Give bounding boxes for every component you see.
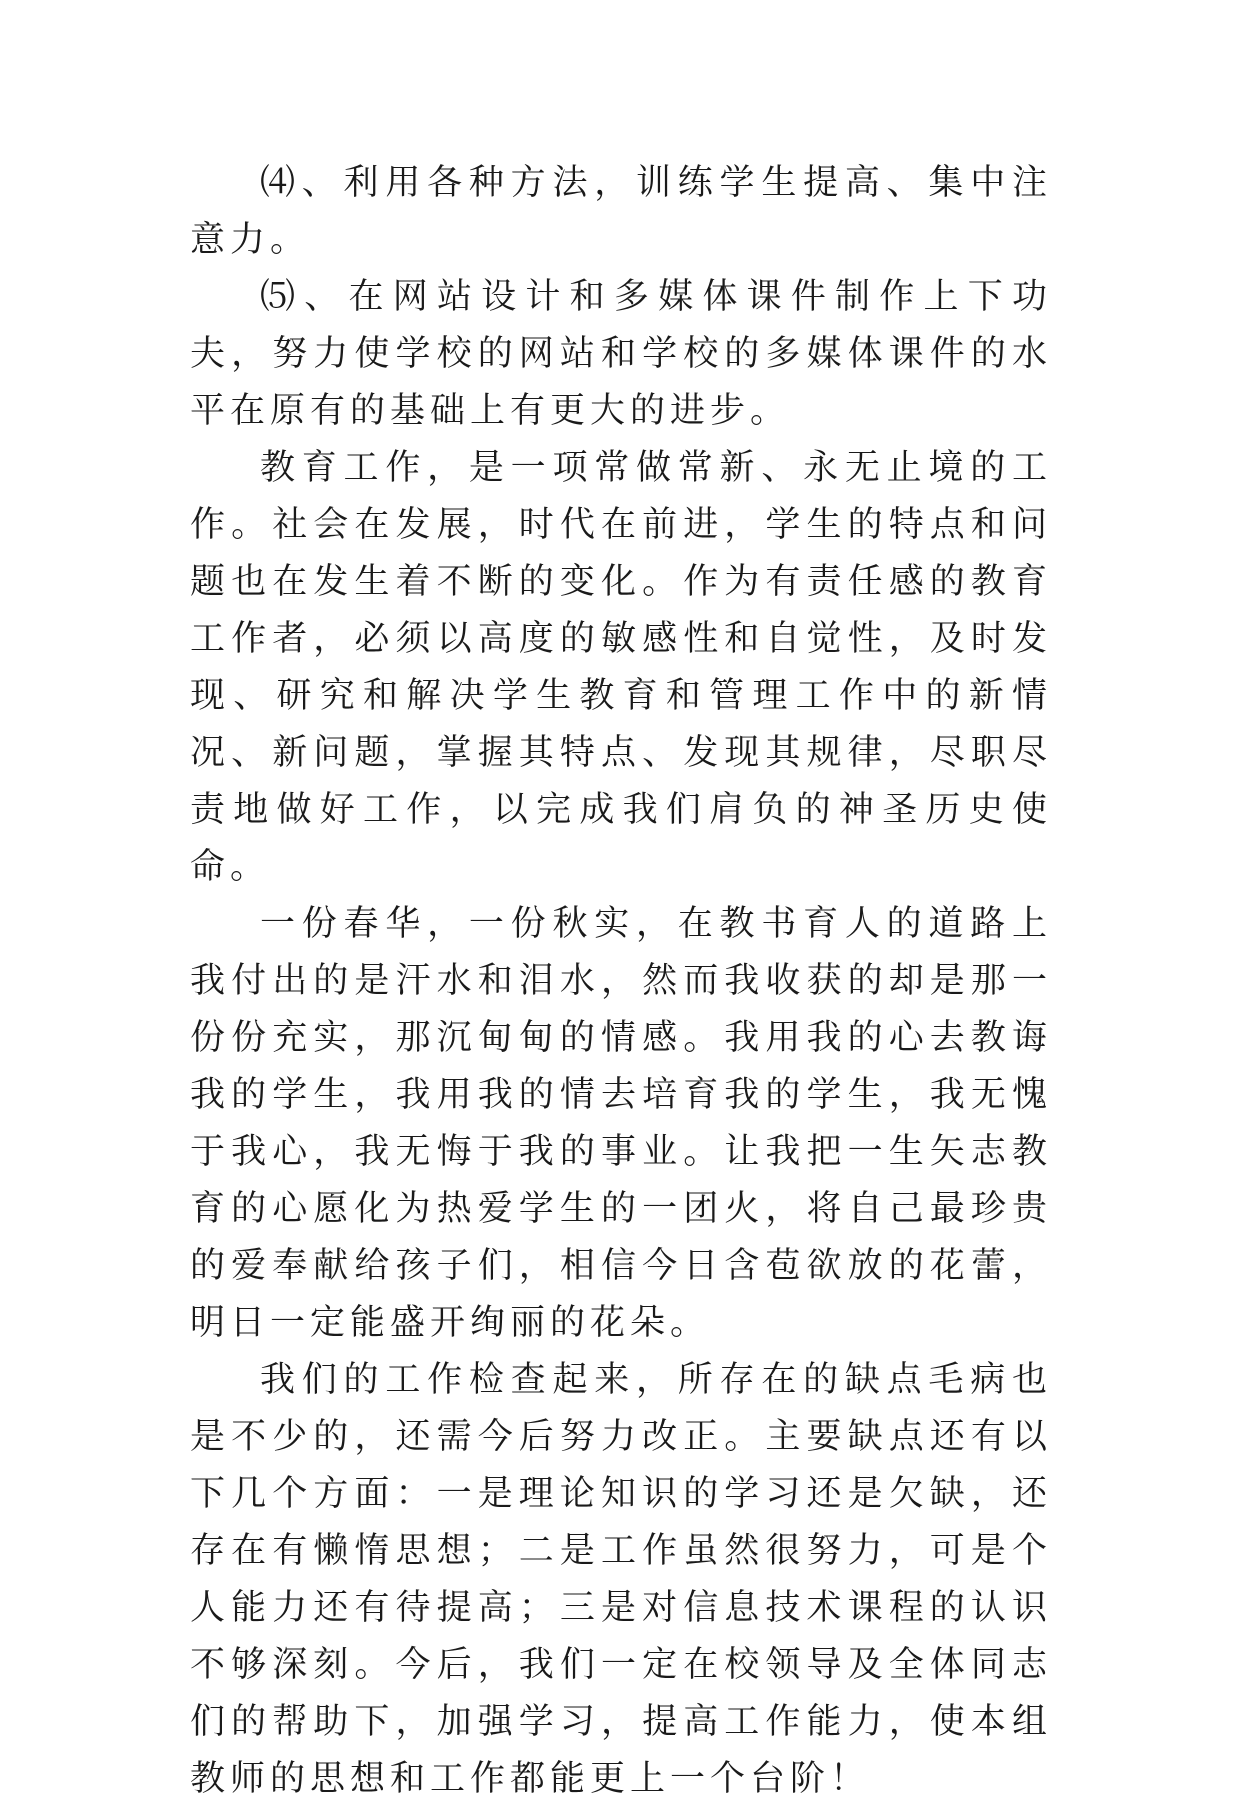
paragraph-item-5: ⑸、在网站设计和多媒体课件制作上下功夫，努力使学校的网站和学校的多媒体课件的水平在原有的基础上有更大的进步。 (190, 277, 1052, 431)
paragraph-education-work: 教育工作，是一项常做常新、永无止境的工作。社会在发展，时代在前进，学生的特点和问题也在发生着不断的变化。作为有责任感的教育工作者，必须以高度的敏感性和自觉性，及时发现、研究和解决学生教育和管理工作中的新情况、新问题，掌握其特点、发现其规律，尽职尽责地做好工作，以完成我们肩负的神圣历史使命。 (190, 448, 1052, 887)
paragraph-shortcomings: 我们的工作检查起来，所存在的缺点毛病也是不少的，还需今后努力改正。主要缺点还有以下几个方面：一是理论知识的学习还是欠缺，还存在有懒惰思想；二是工作虽然很努力，可是个人能力还有待提高；三是对信息技术课程的认识不够深刻。今后，我们一定在校领导及全体同志们的帮助下，加强学习，提高工作能力，使本组教师的思想和工作都能更上一个台阶！ (190, 1360, 1052, 1799)
document-body (190, 155, 1052, 1808)
paragraph-reflection: 一份春华，一份秋实，在教书育人的道路上我付出的是汗水和泪水，然而我收获的却是那一份份充实，那沉甸甸的情感。我用我的心去教诲我的学生，我用我的情去培育我的学生，我无愧于我心，我无悔于我的事业。让我把一生矢志教育的心愿化为热爱学生的一团火，将自己最珍贵的爱奉献给孩子们，相信今日含苞欲放的花蕾，明日一定能盛开绚丽的花朵。 (190, 904, 1052, 1343)
paragraph-item-4: ⑷、利用各种方法，训练学生提高、集中注意力。 (190, 163, 1052, 260)
